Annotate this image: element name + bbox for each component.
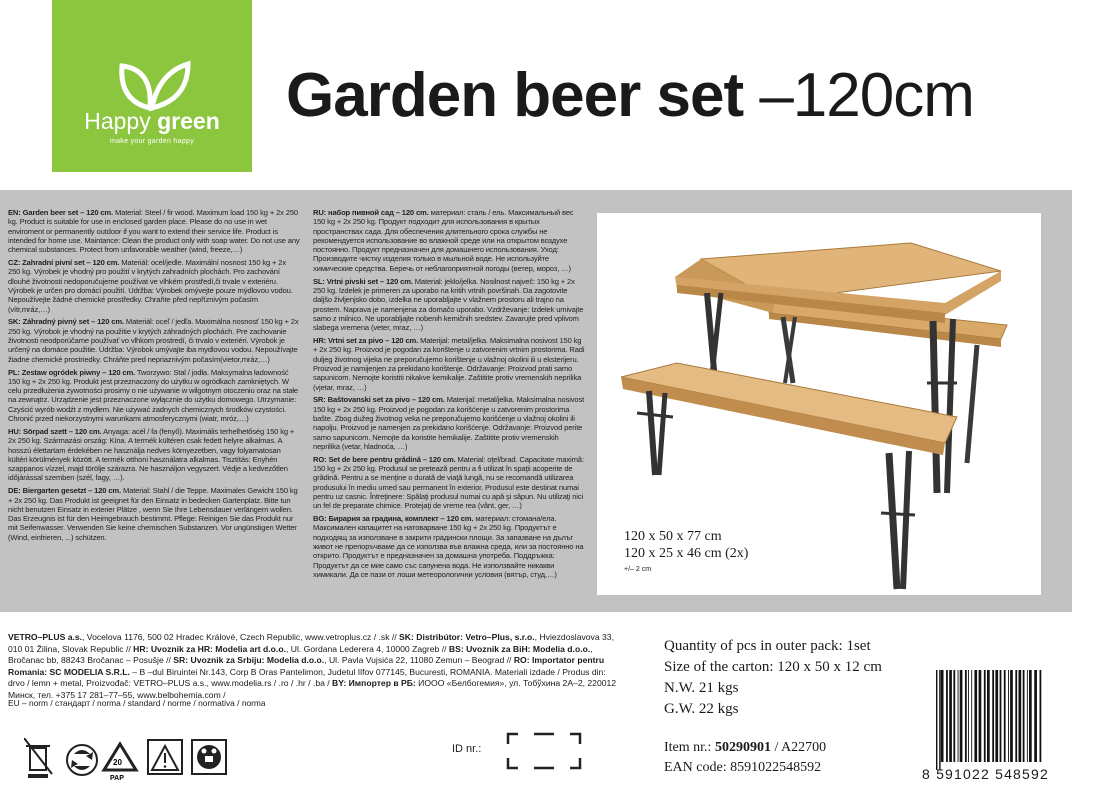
- svg-text:20: 20: [113, 758, 122, 767]
- description-pl: PL: Zestaw ogródek piwny – 120 cm. Tworzywo: Stal / jodła. Maksymalna ładowność 150 kg + 2x 250 kg. Produkt jest przeznaczony do użytku w ogródkach zamkniętych. W celu przedłużenia żywotności prosimy o nie używanie w wilgotnym otoczeniu oraz na stałe na zewnątrz. Urządzenie jest przeznaczone wyłącznie do użytku domowego. Utrzymanie: Czyścić wyrób wodźt z mydłem. Nie używać żadnych chemicznych środków czystości. Chronić przed niekorzystnymi warunkami atmosferycznymi (wiatr, mróz,…): [8, 367, 299, 424]
- barcode-bar: [968, 670, 969, 762]
- barcode-bar: [1029, 670, 1032, 762]
- description-column-left: [8, 208, 300, 546]
- two-person-lift-icon: [192, 740, 226, 774]
- barcode-bar: [1027, 670, 1028, 762]
- leaf-icon: [112, 56, 192, 112]
- pack-quantity: Quantity of pcs in outer pack: 1set: [664, 638, 871, 654]
- barcode-bar: [1015, 670, 1017, 762]
- barcode-bar: [941, 670, 944, 762]
- description-bg: BG: Бирария за градина, комплект – 120 cm. материал: стомана/ела. Максимален капацитет на натоварване 150 kg + 2x 250 kg. Продуктът е подходящ за използване в закрити градински площи. За запазване на дълъг живот не препоръчваме да се използва във влажна среда, или за постоянно на открито. Продуктът е предназначен за домашна употреба. Поддръжка: Продуктът да се мие само със сапунена вода. Не използвайте никакви химикали. Да се пази от лоши метеорологични условия (вятър, студ,…): [313, 514, 584, 579]
- barcode-bar: [979, 670, 982, 762]
- description-sr: SR: Baštovanski set za pivo – 120 cm. Materijal: metal/jelka. Maksimalna nosivost 150 kg + 2x 250 kg. Proizvod je pogodan za korišćenje u zatvorenim prostorima bašte. Zbog dužeg životnog veka ne preporučujemo korišćenje u vlažnoj okolini ili napolju. Proizvod je namenjen za prekidano korišćenje. Održavanje: Proizvod perite samo sapunicom. Nemojte da koristite hemikalije. Zaštitite protiv vremenskih neprilika (vetar, hladnoća, …): [313, 395, 585, 451]
- barcode-bar: [958, 670, 959, 762]
- product-title: Garden beer set –120cm: [286, 61, 974, 130]
- dimension-bench: 120 x 25 x 46 cm (2x): [624, 546, 749, 561]
- brand-logo: [52, 0, 252, 172]
- svg-text:PAP: PAP: [110, 775, 124, 782]
- description-column-right: [313, 208, 585, 583]
- barcode-bar: [1004, 670, 1006, 762]
- description-ru: RU: набор пивной сад – 120 cm. материал: сталь / ель. Максимальный вес 150 kg + 2x 250 kg. Продукт подходит для использования в крытых пространствах сада. Для обеспечения длительного срока службы не рекомендуется использование во влажной среде или на открытом воздухе постоянно. Продукт предназначен для домашнего использования. Уход: Производите чистку изделия только в мыльной воде. Не используйте химические средства. Беречь от неблагоприятной погоды (ветер, мороз, …): [313, 208, 574, 273]
- barcode-bar: [946, 670, 948, 762]
- dimension-tolerance: +/– 2 cm: [624, 566, 652, 573]
- barcode-bar: [987, 670, 990, 762]
- barcode-bar: [1019, 670, 1022, 762]
- symbol-icons: [24, 738, 254, 787]
- description-de: DE: Biergarten gesetzt – 120 cm. Material: Stahl / die Teppe. Maximales Gewicht 150 kg + 2x 250 kg. Das Produkt ist geeignet für den Einsatz in bedecken Gartenplatz. Bitte tun nicht benutzen Einsatz in exterier Plätze , wenn Sie Ihre Lebensdauer verlängern wollen. Das Erzeugnis ist für den Heimgebrauch bestimmt. Pflege: Reinigen Sie das Produkt nur mit Seifenwasser. Verwenden Sie keine chemischen Substanzen. Vor ungünstigen Wetter (Wind, einfrieren, ...) schützen.: [8, 486, 298, 542]
- ean-code: EAN code: 8591022548592: [664, 760, 822, 775]
- description-ro: RO: Set de bere pentru grădină – 120 cm. Material: oţel/brad. Capacitate maximă: 150 kg + 2x 250 kg. Produsul se pretează pentru a fi utilizat în spaţii acoperite de grădină. Pentru a se menţine o durată de viaţă lungă, nu se recomandă utilizarea produsului în mediu umed sau permanent în exterior. Produsul este destinat numai pentru uz casnic. Întreţinere: Spălaţi produsul numai cu apă şi săpun. Nu utilizaţi nici un fel de preparate chimice. Protejaţi de vreme rea (vânt, ger, …): [313, 454, 584, 511]
- item-number: 50290901: [714, 740, 771, 755]
- carton-size: Size of the carton: 120 x 50 x 12 cm: [664, 659, 882, 675]
- gross-weight: G.W. 22 kgs: [664, 701, 739, 717]
- id-box: [506, 732, 582, 770]
- description-sl: SL: Vrtni pivski set – 120 cm. Material: jeklo/jelka. Nosilnost največ: 150 kg + 2x 250 kg. Izdelek je primeren za uporabo na kritih vrtnih površinah. Da zagotovite daljšo življenjsko dobo, izdelka ne uporabljajte v vlažnem prostoru ali trajno na prostem. Naprava je namenjena za domačo uporabo. Vzdrževanje: Izdelek umivajte samo z milnico. Ne uporabljajte nobenih kemičnih sredstev. Zavarujte pred vplivom slabega vremena (veter, mraz, …): [313, 276, 584, 333]
- id-label: ID nr.:: [452, 743, 482, 755]
- pack-info: [664, 636, 882, 720]
- description-hr: HR: Vrtni set za pivo – 120 cm. Materijal: metal/jelka. Maksimalna nosivost 150 kg + 2x 250 kg. Proizvod je pogodan za korištenje u zatvorenim vrtnim prostorima. Radi duljeg životnog vijeka ne preporučujemo korištenje u vlažnoj okolini ili u eksterijeru. Proizvod je namijenjen za prekidano korištenje. Održavanje: Proizvod prati samo sapunicom. Nemojte koristiti nikakve kemikalije. Zaštitite protiv vremenskih neprilika (vjetar, mraz, …): [313, 336, 585, 392]
- barcode: [922, 670, 1080, 790]
- barcode-bar: [953, 670, 955, 762]
- pap-20-recycle-icon: [104, 744, 136, 782]
- barcode-bars: [922, 670, 1080, 770]
- item-info: Item nr.: 50290901 / A22700 EAN code: 8591022548592: [664, 738, 826, 778]
- eu-norm: EU – norm / стандарт / norma / standard / norme / normativa / norma: [8, 698, 266, 708]
- description-sk: SK: Záhradný pivný set – 120 cm. Materiál: oceľ / jedľa. Maximálna nosnosť 150 kg + 2x 250 kg. Výrobok je vhodný na použitie v krytých záhradných plochách. Pre zachovanie životnosti neodporúčame používať vo vlhkom prostredí, či trvalo v exteriéri. Výrobok je určený na domáce použitie. Údržba: Výrobok umývajte iba mydlovou vodou. Nepoužívajte žiadne chemické prostriedky. Chráňte pred nepriaznivým počasím(vietor,mráz,…): [8, 317, 299, 364]
- distributor-info: VETRO–PLUS a.s., Vocelova 1176, 500 02 Hradec Králové, Czech Republic, www.vetroplus.cz / .sk // SK: Distribútor: Vetro–Plus, s.r.o., Hviezdoslavova 33, 010 01 Žilina, Slovak Republic // HR: Uvoznik za HR: Modelia art d.o.o., Ul. Gordana Lederera 4, 10000 Zagreb // BS: Uvoznik za BiH: Modelia d.o.o., Bročanac bb, 88243 Bročanac – Posušje // SR: Uvoznik za Srbiju: Modelia d.o.o., Ul. Pavla Vujsića 22, 11080 Zemun – Beograd // RO: Importator pentru Romania: SC MODELIA S.R.L. – B –dul Biruintei Nr.143, Corp B Oras Pantelimon, Judetul Ilfov 077145, Bucuresti, ROMANIA. Materiali izdade / Produs din: drvo / lemn + metal, Proizvođač: VETRO–PLUS a.s., www.modelia.rs / .ro / .hr / .ba / BY: Импортер в РБ: ИООО «Белбогемия», ул. Тобўхина 2А–2, 220012 Минск, тел. +375 17 281–77–55, www.belbohemia.com /: [8, 632, 617, 700]
- barcode-bar: [1023, 670, 1025, 762]
- barcode-bar: [971, 670, 972, 762]
- barcode-bar: [974, 670, 977, 762]
- barcode-bar: [1040, 670, 1042, 762]
- barcode-bar: [960, 670, 963, 762]
- brand-name: Happy green: [84, 108, 220, 134]
- barcode-bar: [995, 670, 998, 762]
- barcode-bar: [1010, 670, 1013, 762]
- barcode-bar: [1034, 670, 1037, 762]
- barcode-bar: [965, 670, 967, 762]
- net-weight: N.W. 21 kgs: [664, 680, 739, 696]
- dimensions: [624, 528, 748, 562]
- waste-bin-icon: [24, 738, 52, 778]
- description-hu: HU: Sörpad szett – 120 cm. Anyaga: acél / fa (fenyő). Maximális terhelhetőség 150 kg + 2x 250 kg. Származási ország: Kína. A termék kültéren csak fedett helyre alkalmas. A hosszú élettartam érdekében ne használja nedves környezetben, vagy folyamatosan kültéri körülmények között. A termék otthoni használatra alkalmas. Tisztítás: Enyhén szappanos vízzel, majd törölje szárazra. Ne használjon vegyszert. Védje a kedvezőtlen időjárással szemben (szél, fagy, …).: [8, 426, 295, 483]
- barcode-bar: [992, 670, 994, 762]
- recycle-icon: [67, 745, 97, 775]
- brand-tagline: make your garden happy: [109, 138, 195, 145]
- barcode-bar: [939, 670, 940, 770]
- description-cz: CZ: Zahradní pivní set – 120 cm. Materiál: ocel/jedle. Maximální nosnost 150 kg + 2x 250 kg. Výrobek je vhodný pro použití v krytých zahradních plochách. Pro zachování dlouhé životnosti nedoporučujeme používat ve vlhkém prostředí,či trvale v exteriéru. Výrobek je určen pro domácí použití. Údržba: Výrobek omývejte pouze mýdlovou vodou. Nepoužívejte žádné chemické prostředky. Chraňte před nepříznivým počasím (vítr,mráz,…): [8, 258, 293, 314]
- warning-icon: [148, 740, 182, 774]
- barcode-digits: 8 591022 548592: [922, 766, 1049, 782]
- barcode-bar: [984, 670, 986, 762]
- barcode-bar: [1000, 670, 1002, 762]
- barcode-bar: [936, 670, 937, 770]
- barcode-bar: [949, 670, 952, 762]
- description-en: EN: Garden beer set – 120 cm. Material: Steel / fir wood. Maximum load 150 kg + 2x 250 kg. Product is suitable for use in enclosed garden place. Please do no use in wet enviroment or permanently outdoor if you want to extend their service life. Product is intended for home use. Maintance: Clean the product only with soap water. Do not use any chemical substances. Protect from unfavorable weather (wind, freeze,…): [8, 208, 300, 255]
- barcode-bar: [1008, 670, 1009, 762]
- dimension-table: 120 x 50 x 77 cm: [624, 529, 722, 544]
